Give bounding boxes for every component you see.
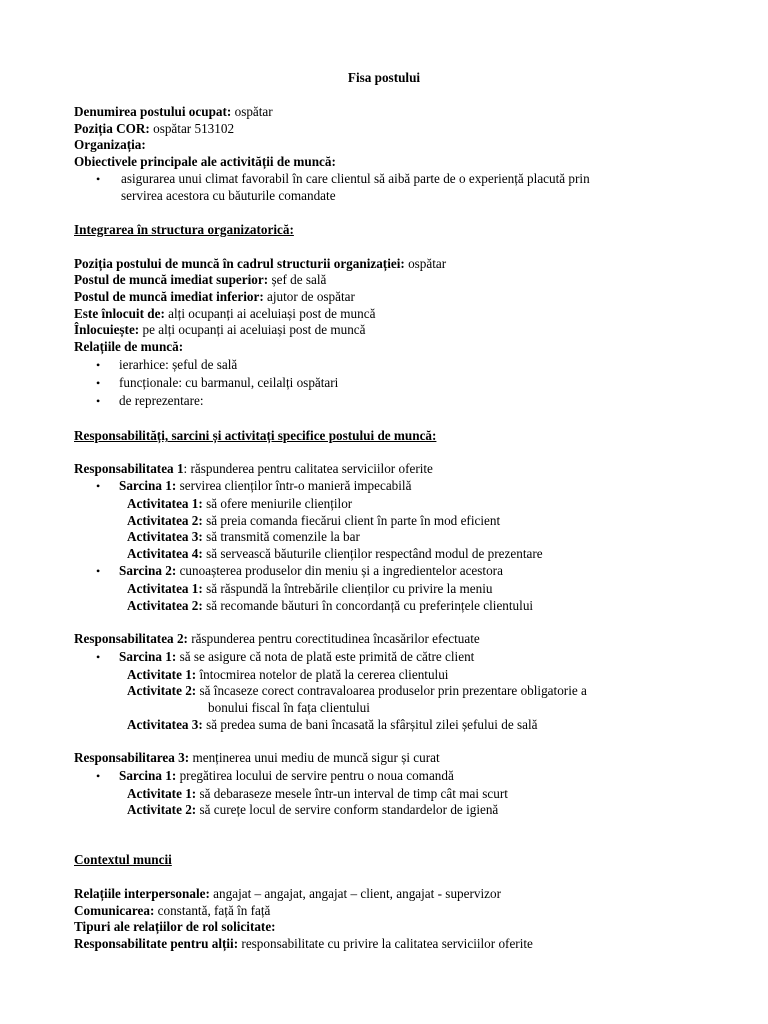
- communication-label: Comunicarea:: [74, 903, 155, 918]
- activity-value: să transmită comenzile la bar: [202, 529, 360, 544]
- activity-value: să preia comanda fiecărui client în parte în mod eficient: [202, 513, 501, 528]
- cor-row: [74, 121, 234, 137]
- activity-row: [127, 786, 508, 802]
- responsibility-2-row: [74, 631, 480, 647]
- position-row: [74, 256, 446, 272]
- activity-value: să încaseze corect contravaloarea produselor prin prezentare obligatorie a: [196, 683, 587, 698]
- replaced-by-label: Este înlocuit de:: [74, 306, 165, 321]
- activity-label: Activitate 2:: [127, 683, 197, 698]
- inferior-row: [74, 289, 355, 305]
- superior-value: șef de sală: [268, 272, 327, 287]
- bullet-icon: •: [96, 358, 101, 372]
- activity-label: Activitatea 1:: [127, 496, 203, 511]
- activity-label: Activitate 2:: [127, 802, 197, 817]
- activity-row: [127, 667, 448, 683]
- responsibility-others-row: [74, 936, 533, 952]
- activity-label: Activitatea 4:: [127, 546, 203, 561]
- job-title-row: [74, 104, 273, 120]
- task-row: [119, 649, 474, 665]
- inferior-label: Postul de muncă imediat inferior:: [74, 289, 264, 304]
- role-relations-label: Tipuri ale relațiilor de rol solicitate:: [74, 919, 276, 934]
- activity-row: [127, 581, 492, 597]
- relations-item: funcționale: cu barmanul, ceilalți ospătari: [119, 375, 339, 390]
- responsibility-others-label: Responsabilitate pentru alții:: [74, 936, 239, 951]
- activity-row: [127, 802, 498, 818]
- activity-row: [127, 683, 587, 699]
- cor-value: ospătar 513102: [149, 121, 235, 136]
- interpersonal-row: [74, 886, 501, 902]
- task-value: pregătirea locului de servire pentru o noua comandă: [176, 768, 454, 783]
- job-title-label: Denumirea postului ocupat:: [74, 104, 232, 119]
- relations-item: ierarhice: șeful de sală: [119, 357, 238, 372]
- task-row: [119, 768, 454, 784]
- activity-row: [127, 546, 543, 562]
- cor-label: Poziția COR:: [74, 121, 150, 136]
- replaced-by-row: [74, 306, 375, 322]
- task-value: servirea clienților într-o manieră impecabilă: [176, 478, 412, 493]
- responsibility-1-value: : răspunderea pentru calitatea serviciilor oferite: [183, 461, 433, 476]
- activity-label: Activitatea 3:: [127, 717, 203, 732]
- context-heading: Contextul muncii: [74, 852, 172, 867]
- communication-row: [74, 903, 270, 919]
- responsibility-2-value: răspunderea pentru corectitudinea încasărilor efectuate: [187, 631, 480, 646]
- responsibility-2-label: Responsabilitatea 2:: [74, 631, 188, 646]
- activity-value: să servească băuturile clienților respectând modul de prezentare: [202, 546, 543, 561]
- activity-value: să răspundă la întrebările clienților cu privire la meniu: [202, 581, 493, 596]
- activity-continuation: bonului fiscal în fața clientului: [208, 700, 370, 715]
- relations-item: de reprezentare:: [119, 393, 204, 408]
- bullet-icon: •: [96, 650, 101, 664]
- activity-value: să predea suma de bani încasată la sfârșitul zilei șefului de sală: [202, 717, 538, 732]
- task-value: să se asigure că nota de plată este primită de către client: [176, 649, 475, 664]
- superior-label: Postul de muncă imediat superior:: [74, 272, 269, 287]
- replaces-value: pe alți ocupanți ai aceluiași post de muncă: [139, 322, 366, 337]
- activity-value: să curețe locul de servire conform standardelor de igienă: [196, 802, 499, 817]
- activity-row: [127, 717, 537, 733]
- responsibility-3-row: [74, 750, 440, 766]
- task-row: [119, 563, 503, 579]
- superior-row: [74, 272, 326, 288]
- activity-label: Activitatea 2:: [127, 513, 203, 528]
- task-label: Sarcina 1:: [119, 478, 177, 493]
- organization-label: Organizația:: [74, 137, 146, 152]
- bullet-icon: •: [96, 564, 101, 578]
- integration-heading: Integrarea în structura organizatorică:: [74, 222, 294, 237]
- communication-value: constantă, față în față: [154, 903, 271, 918]
- replaced-by-value: alți ocupanți ai aceluiași post de muncă: [164, 306, 376, 321]
- interpersonal-label: Relațiile interpersonale:: [74, 886, 210, 901]
- work-relations-label: Relațiile de muncă:: [74, 339, 184, 354]
- activity-value: să ofere meniurile clienților: [202, 496, 353, 511]
- objective-line-1: asigurarea unui climat favorabil în care clientul să aibă parte de o experiență placută prin: [121, 171, 590, 186]
- responsibility-1-label: Responsabilitatea 1: [74, 461, 184, 476]
- bullet-icon: •: [96, 172, 101, 186]
- bullet-icon: •: [96, 479, 101, 493]
- activity-label: Activitatea 3:: [127, 529, 203, 544]
- interpersonal-value: angajat – angajat, angajat – client, angajat - supervizor: [209, 886, 501, 901]
- activity-value: să recomande băuturi în concordanță cu preferințele clientului: [202, 598, 534, 613]
- inferior-value: ajutor de ospătar: [263, 289, 355, 304]
- responsibility-3-label: Responsabilitarea 3:: [74, 750, 190, 765]
- task-label: Sarcina 1:: [119, 768, 177, 783]
- activity-value: să debaraseze mesele într-un interval de timp cât mai scurt: [196, 786, 508, 801]
- responsibility-3-value: menținerea unui mediu de muncă sigur și curat: [189, 750, 440, 765]
- activity-row: [127, 513, 500, 529]
- bullet-icon: •: [96, 769, 101, 783]
- responsibility-others-value: responsabilitate cu privire la calitatea serviciilor oferite: [238, 936, 533, 951]
- activity-row: [127, 529, 360, 545]
- activity-row: [127, 496, 352, 512]
- objective-line-2: servirea acestora cu băuturile comandate: [121, 188, 336, 203]
- job-title-value: ospătar: [231, 104, 273, 119]
- responsibility-1-row: [74, 461, 433, 477]
- activity-label: Activitate 1:: [127, 786, 197, 801]
- task-label: Sarcina 1:: [119, 649, 177, 664]
- objectives-label: Obiectivele principale ale activității de muncă:: [74, 154, 336, 169]
- activity-label: Activitatea 2:: [127, 598, 203, 613]
- responsibilities-heading: Responsabilități, sarcini și activitați specifice postului de muncă:: [74, 428, 437, 443]
- bullet-icon: •: [96, 394, 101, 408]
- task-label: Sarcina 2:: [119, 563, 177, 578]
- activity-label: Activitatea 1:: [127, 581, 203, 596]
- position-label: Poziția postului de muncă în cadrul structurii organizației:: [74, 256, 405, 271]
- bullet-icon: •: [96, 376, 101, 390]
- activity-row: [127, 598, 533, 614]
- task-value: cunoașterea produselor din meniu și a ingredientelor acestora: [176, 563, 503, 578]
- task-row: [119, 478, 411, 494]
- document-title: Fisa postului: [347, 70, 421, 85]
- position-value: ospătar: [404, 256, 447, 271]
- replaces-label: Înlocuiește:: [74, 322, 140, 337]
- activity-label: Activitate 1:: [127, 667, 197, 682]
- replaces-row: [74, 322, 366, 338]
- activity-value: întocmirea notelor de plată la cererea clientului: [196, 667, 449, 682]
